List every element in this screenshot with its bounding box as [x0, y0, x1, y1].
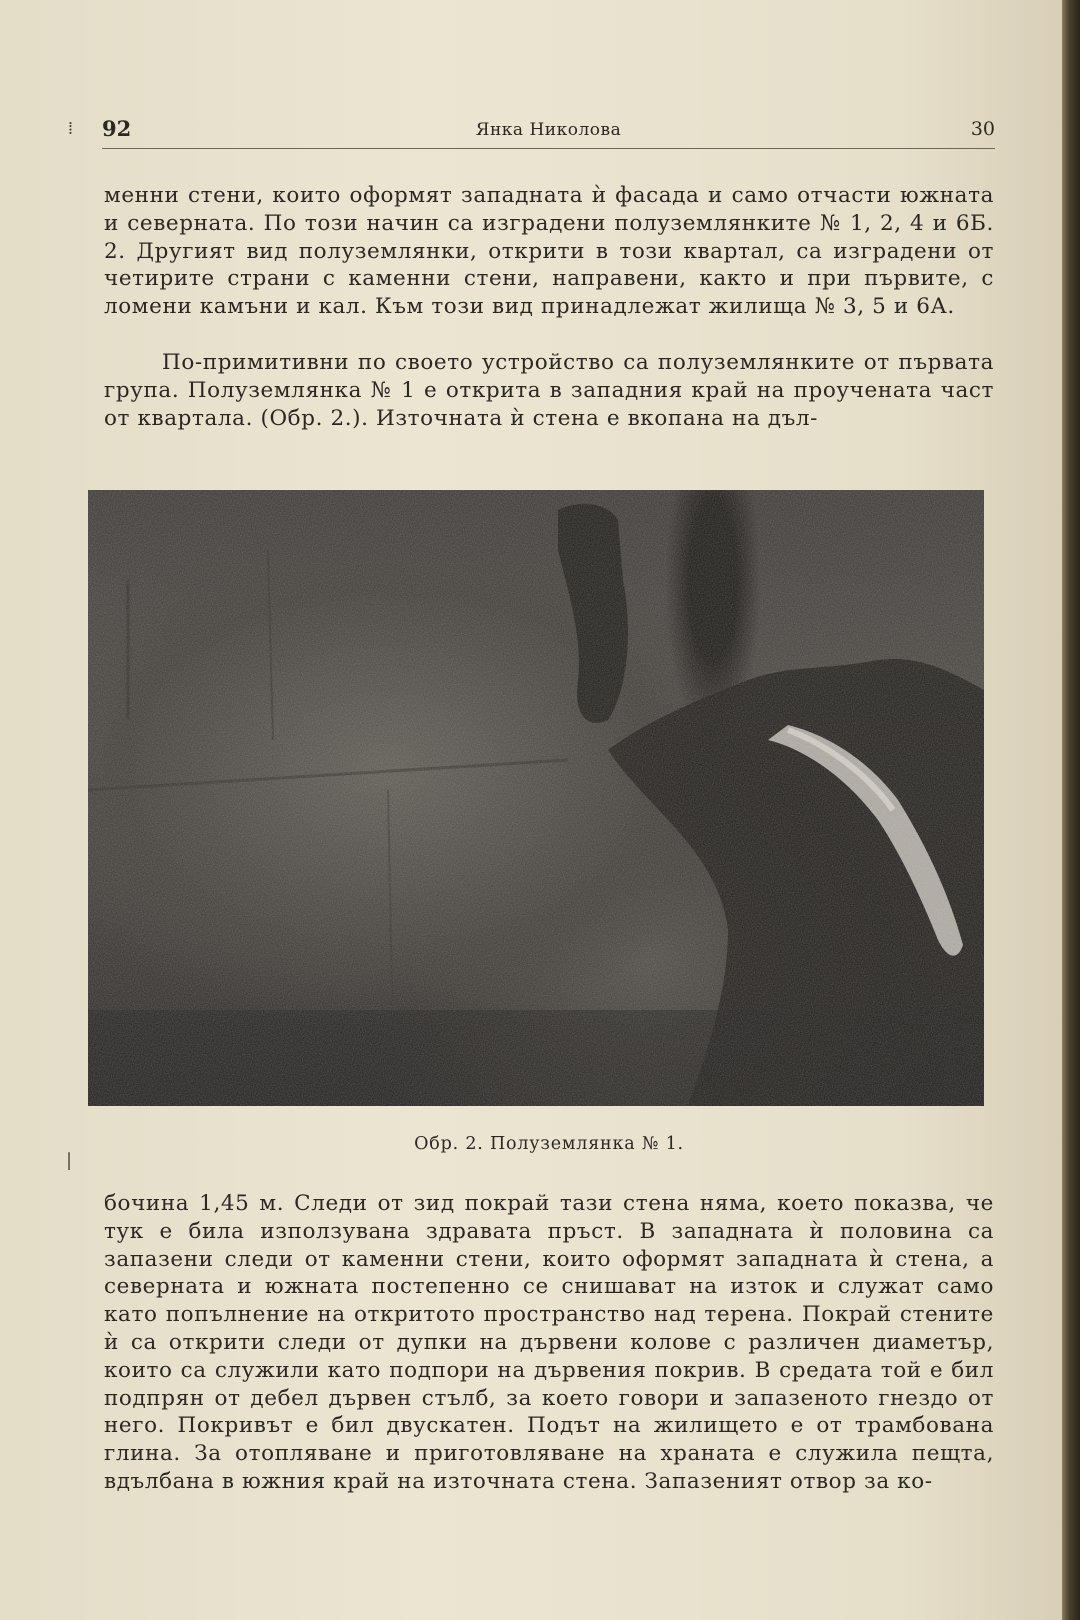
margin-mark: ⁞	[68, 118, 74, 139]
margin-mark: |	[66, 1150, 73, 1171]
excavation-photo	[88, 490, 984, 1106]
book-spine-edge	[1062, 0, 1080, 1620]
paragraph-1: менни стени, които оформят западната ѝ фасада и само отчасти южната и северната. По този начин са изградени полуземлянките № 1, 2, 4 и 6Б. 2. Другият вид полуземлянки, открити в този квартал, са изградени от четирите страни с каменни стени, направени, както и при първите, с ломени камъни и кал. Към този вид принадлежат жилища № 3, 5 и 6А.	[104, 183, 994, 320]
paragraph-3: бочина 1,45 м. Следи от зид покрай тази стена няма, което показва, че тук е била използувана здравата пръст. В западната ѝ половина са запазени следи от каменни стени, които оформят западната ѝ стена, а северната и южната постепенно се снишават на изток и служат само като попълнение на откритото пространство над терена. Покрай стените ѝ са открити следи от дупки на дървени колове с различен диаметър, които са служили като подпори на дървения покрив. В средата той е бил подпрян от дебел дървен стълб, за което говори и запазеното гнездо от него. Покривът е бил двускатен. Подът на жилището е от трамбована глина. За отопляване и приготовляване на храната е служила пещта, вдълбана в южния край на източната стена. Запазеният отвор за ко-	[104, 1191, 994, 1494]
figure-photo	[88, 490, 984, 1106]
page-header	[102, 116, 995, 149]
running-title: Янка Николова	[475, 120, 622, 140]
section-number: 30	[970, 118, 995, 140]
paragraph-2: По-примитивни по своето устройство са полуземлянките от първата група. Полуземлянка № 1 е открита в западния край на проучената част от квартала. (Обр. 2.). Източната ѝ стена е вкопана на дъл-	[104, 350, 994, 431]
figure-caption: Обр. 2. Полуземлянка № 1.	[414, 1134, 684, 1154]
page-number: 92	[102, 116, 132, 141]
